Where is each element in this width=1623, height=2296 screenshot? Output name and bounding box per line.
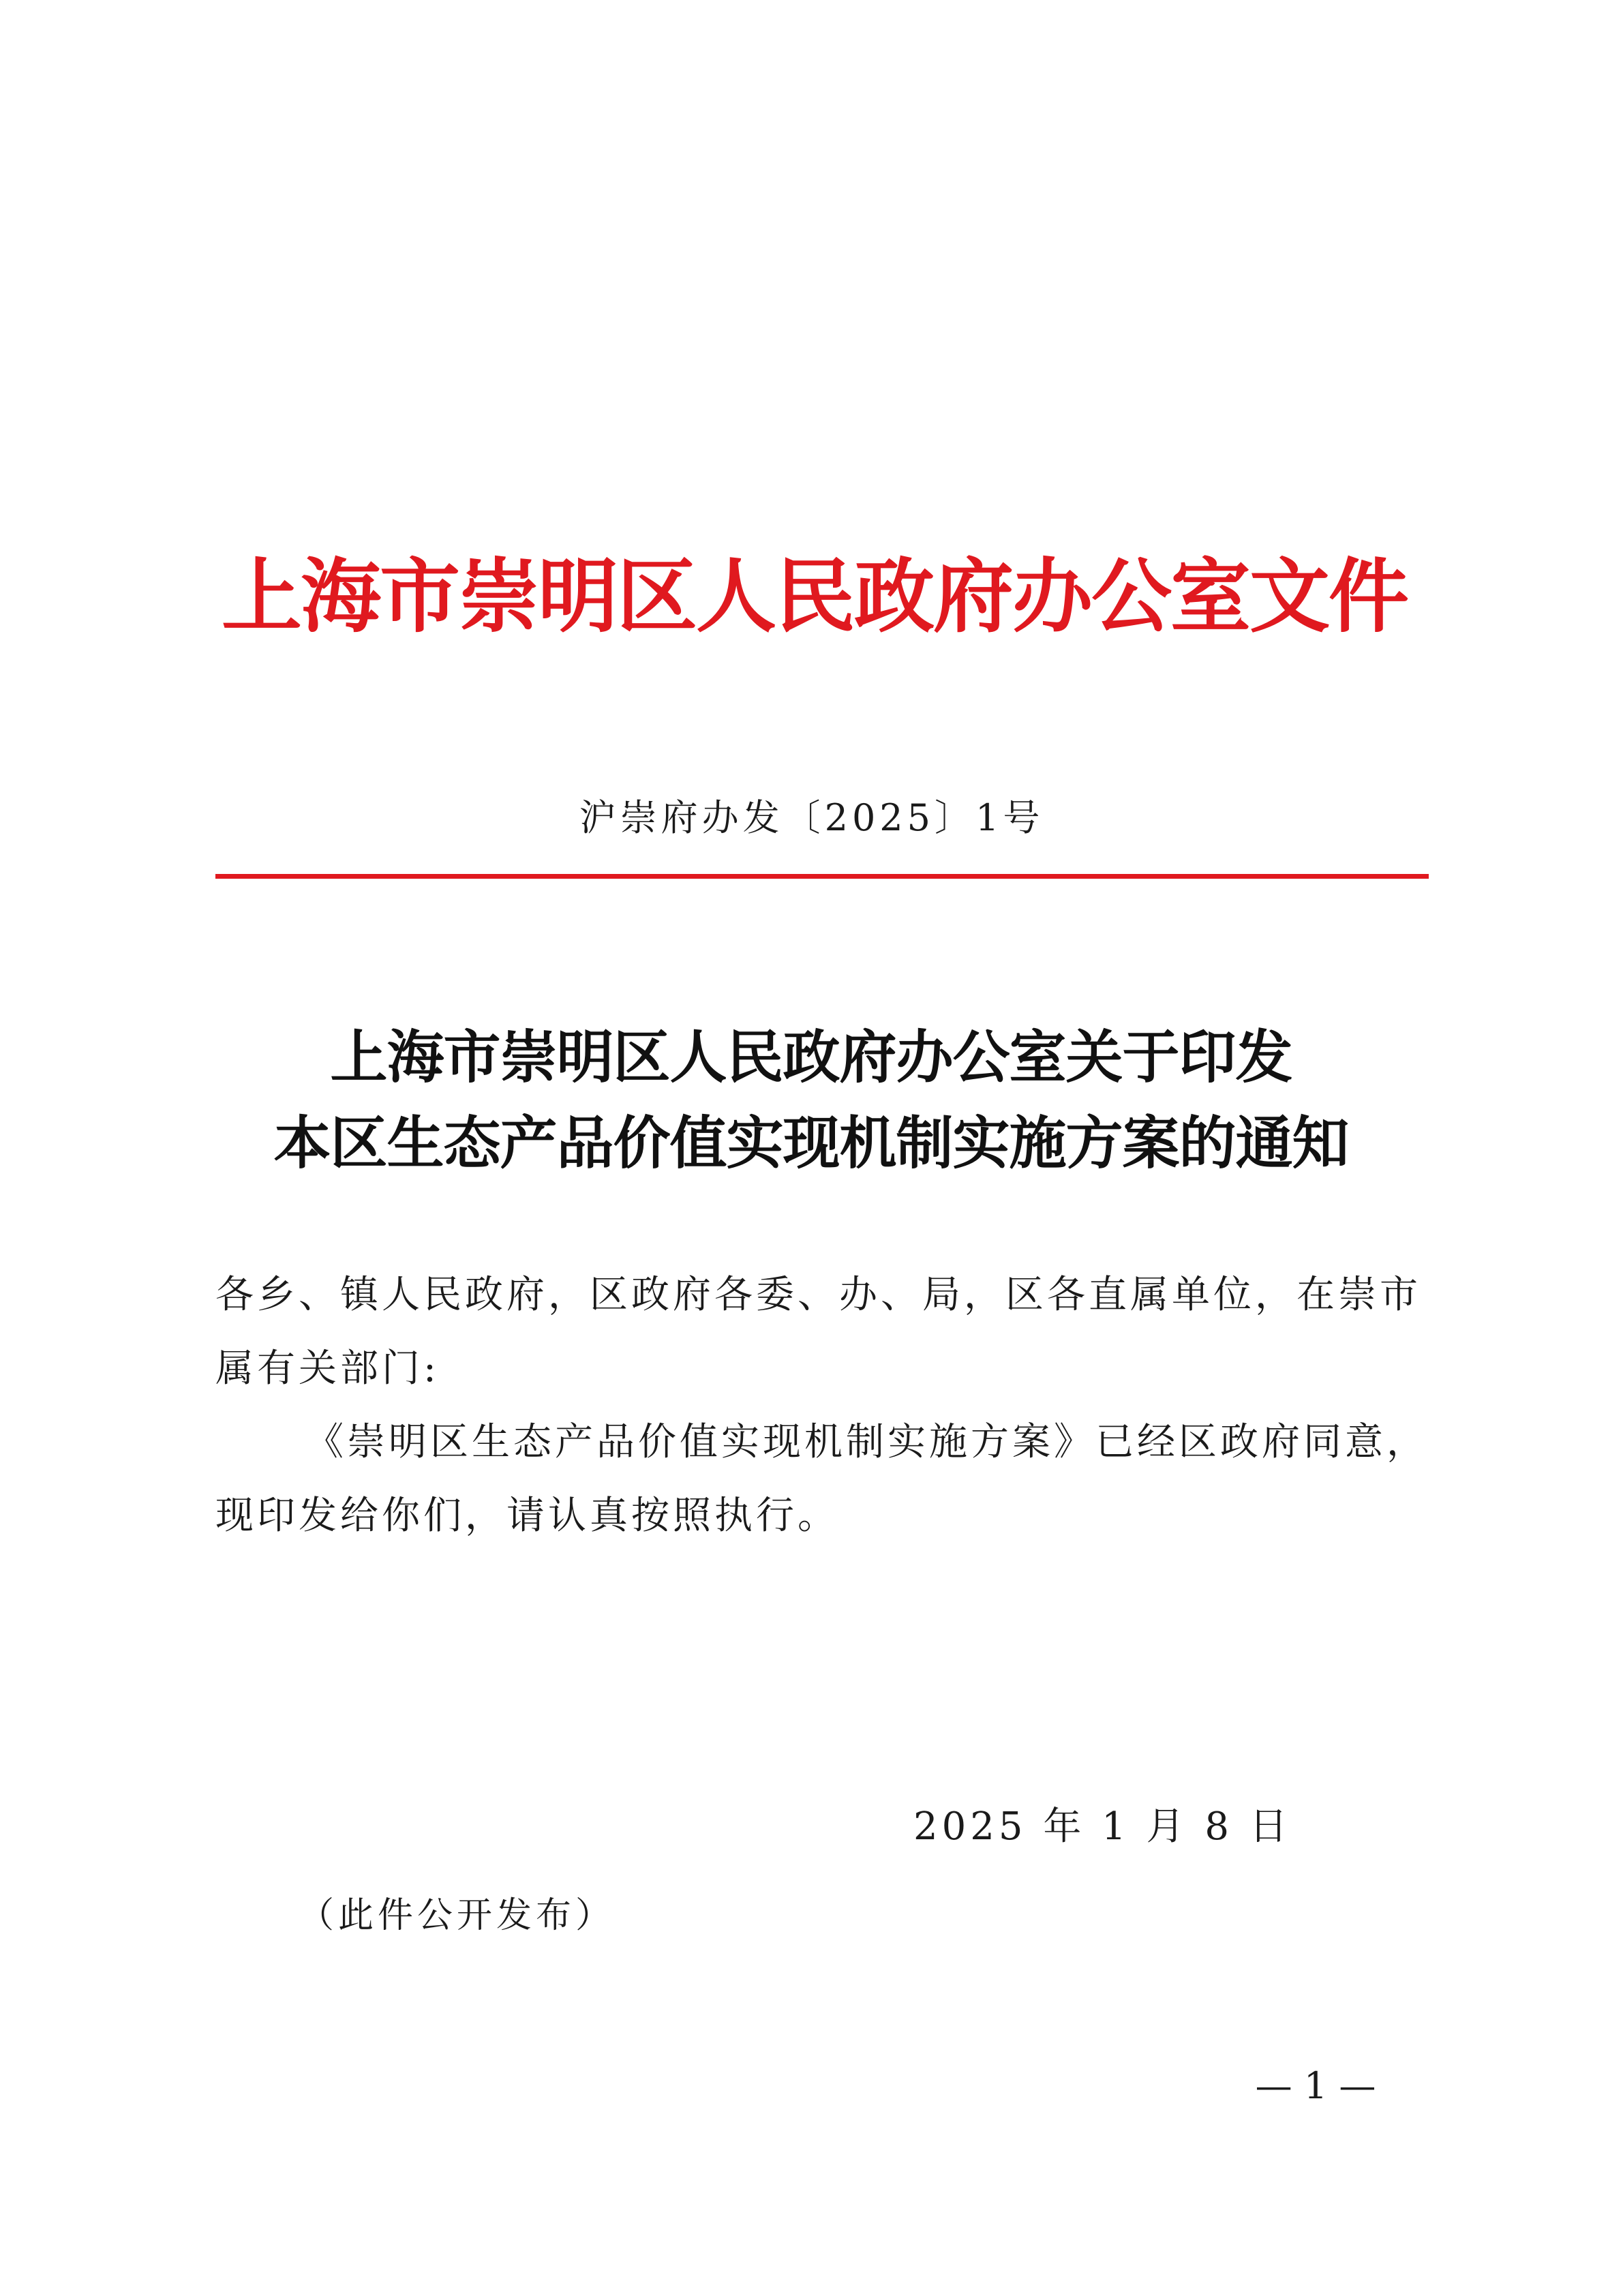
body-paragraph: 《崇明区生态产品价值实现机制实施方案》已经区政府同意，现印发给你们，请认真按照执行。: [215, 1420, 1428, 1538]
notice-title-line-1: 上海市崇明区人民政府办公室关于印发: [330, 1023, 1292, 1091]
notice-title: [204, 1014, 1418, 1186]
recipients-salutation: 各乡、镇人民政府，区政府各委、办、局，区各直属单位，在崇市属有关部门:: [215, 1273, 1421, 1391]
publication-note: （此件公开发布）: [299, 1895, 616, 1936]
page-number: — 1 —: [1255, 2064, 1376, 2107]
notice-title-line-2: 本区生态产品价值实现机制实施方案的通知: [273, 1109, 1349, 1177]
document-number: 沪崇府办发〔2025〕1号: [579, 796, 1044, 839]
red-divider-rule: [215, 874, 1429, 879]
issue-date: 2025 年 1 月 8 日: [913, 1804, 1292, 1849]
document-masthead: 上海市崇明区人民政府办公室文件: [221, 549, 1408, 644]
